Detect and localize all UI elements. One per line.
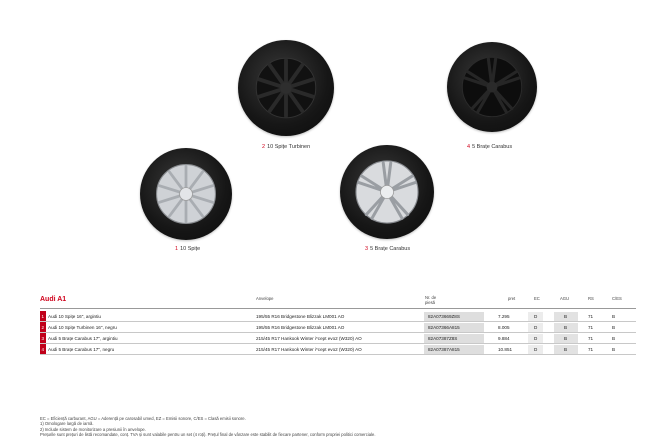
header-ec: EC	[534, 296, 540, 301]
agu: B	[564, 335, 568, 341]
ec: D	[534, 346, 538, 352]
ec: D	[534, 324, 538, 330]
price: 9.884	[498, 335, 510, 341]
wheel-name: Audi 5 Brațe Carabus 17", negru	[48, 346, 115, 352]
table-row: 2 Audi 10 Spițe Turbinen 16", negru 195/55 R16 Bridgestone Blizzak LM001 AO 82A07366A815 8.005 D B 71 B	[40, 322, 636, 333]
tyre: 195/55 R16 Bridgestone Blizzak LM001 AO	[256, 324, 345, 330]
footnote-line: Prețurile sunt prețuri de listă recomandate, conț. TVA și sunt valabile pentru un set (4 roți). Prețul final de vânzare este stabilit de fiecare partener, conform propriei politici comerciale.	[40, 432, 376, 438]
header-part-number: Nr. de piesă	[425, 295, 437, 305]
wheel-name: Audi 10 Spițe 16", argintiu	[48, 313, 101, 319]
wheel-name: Audi 10 Spițe Turbinen 16", negru	[48, 324, 117, 330]
part-number-cell: 82A07387A815	[424, 345, 484, 354]
footnote-line: 1) Omologare largă de iarnă.	[40, 421, 94, 427]
table-title: Audi A1	[40, 296, 67, 303]
part-number-cell: 82A07387Z8S	[424, 334, 484, 343]
table-row: 3 Audi 5 Brațe Carabus 17", argintiu 215/45 R17 Hankook Winter i*cept evo2 (W320) AO 82A07387Z8S 9.884 D B 71 B	[40, 333, 636, 344]
cms: B	[612, 335, 616, 341]
wheel-caption-4: 4 5 Brațe Carabus	[467, 144, 513, 150]
wheel-caption-3: 3 5 Brațe Carabus	[365, 246, 411, 252]
rs: 71	[588, 346, 594, 352]
header-agu: AGU	[560, 296, 570, 301]
cms: B	[612, 346, 616, 352]
header-divider	[40, 308, 636, 309]
tyre: 215/45 R17 Hankook Winter i*cept evo2 (W320) AO	[256, 346, 362, 352]
part-number-cell: 82A073669Z8S	[424, 312, 484, 321]
price: 8.005	[498, 324, 510, 330]
wheel-caption-2: 2 10 Spițe Turbinen	[262, 144, 311, 150]
header-price: pret	[508, 296, 516, 301]
price: 7.295	[498, 313, 510, 319]
footnote-line: 2) Include sistem de monitorizare a presiunii în anvelope.	[40, 426, 146, 432]
wheel-image-5-arm-carabus-silver	[340, 145, 434, 239]
part-number-cell: 82A07366A815	[424, 323, 484, 332]
tyre: 215/45 R17 Hankook Winter i*cept evo2 (W320) AO	[256, 335, 362, 341]
table-row: 1 Audi 10 Spițe 16", argintiu 195/55 R16 Bridgestone Blizzak LM001 AO 82A073669Z8S 7.295 D B 71 B	[40, 311, 636, 322]
agu: B	[564, 346, 568, 352]
table-row: 4 Audi 5 Brațe Carabus 17", negru 215/45 R17 Hankook Winter i*cept evo2 (W320) AO 82A07387A815 10.851 D B 71 B	[40, 344, 636, 355]
tyre: 195/55 R16 Bridgestone Blizzak LM001 AO	[256, 313, 345, 319]
header-anvelope: Anvelope	[256, 296, 274, 301]
footnote-line: EC = Eficiență carburant, AGU = Aderență pe carosabil umed, EZ = Emisii sonore, C/ES = Clasă emisii sonore.	[40, 416, 246, 421]
ec: D	[534, 313, 538, 319]
cms: B	[612, 324, 616, 330]
header-cms: C/ES	[612, 296, 622, 301]
price: 10.851	[498, 346, 513, 352]
wheel-image-10-spoke-silver	[140, 148, 232, 240]
ec: D	[534, 335, 538, 341]
cms: B	[612, 313, 616, 319]
rs: 71	[588, 324, 594, 330]
agu: B	[564, 324, 568, 330]
header-rs: RS	[588, 296, 594, 301]
rs: 71	[588, 335, 594, 341]
rs: 71	[588, 313, 594, 319]
footnotes	[40, 416, 375, 438]
agu: B	[564, 313, 568, 319]
wheel-image-10-spoke-turbinen	[238, 40, 334, 136]
wheel-image-5-arm-carabus-black	[447, 42, 537, 132]
wheel-caption-1: 1 10 Spițe	[175, 246, 201, 252]
wheel-name: Audi 5 Brațe Carabus 17", argintiu	[48, 335, 118, 341]
